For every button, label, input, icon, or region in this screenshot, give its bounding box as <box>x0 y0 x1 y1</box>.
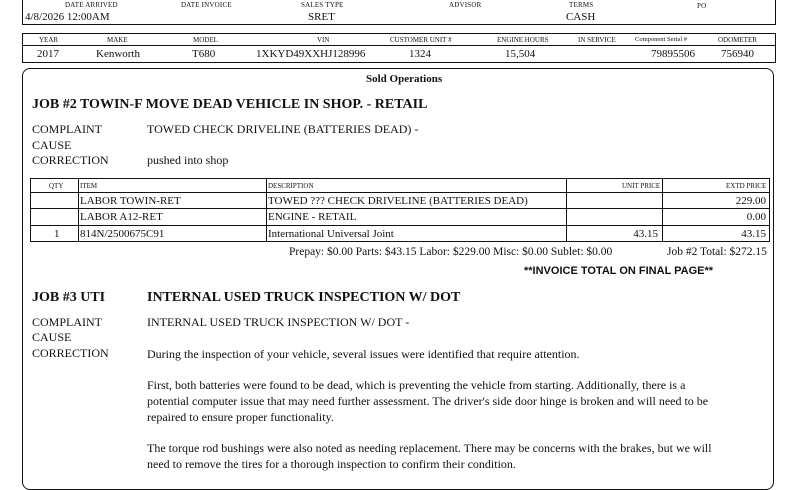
label-advisor: ADVISOR <box>449 1 482 9</box>
job3-paragraph-3: The torque rod bushings were also noted as needing replacement. There may be concerns with the brakes, but we will need to remove the tires for a thorough inspection to confirm their condition. <box>147 441 712 471</box>
job2-complaint: TOWED CHECK DRIVELINE (BATTERIES DEAD) - <box>147 122 419 136</box>
th-qty: QTY <box>49 182 64 190</box>
job3-complaint: INTERNAL USED TRUCK INSPECTION W/ DOT - <box>147 315 410 329</box>
th-description: DESCRIPTION <box>268 182 314 190</box>
col-vin: VIN <box>317 36 330 44</box>
col-component-serial: Component Serial # <box>635 36 687 43</box>
job2-correction-label: CORRECTION <box>32 153 109 167</box>
job3-correction-label: CORRECTION <box>32 346 109 360</box>
row2-desc: ENGINE - RETAIL <box>268 211 357 223</box>
val-engine-hours: 15,504 <box>505 48 536 60</box>
label-date-invoice: DATE INVOICE <box>181 1 232 9</box>
th-unit-price: UNIT PRICE <box>622 182 661 190</box>
label-sales-type: SALES TYPE <box>301 1 344 9</box>
table-row-divider-1 <box>30 208 769 209</box>
row1-extd: 229.00 <box>735 195 766 207</box>
job2-total: Job #2 Total: $272.15 <box>667 246 767 258</box>
row3-qty: 1 <box>54 228 60 240</box>
table-col-divider-item <box>266 178 267 241</box>
col-engine-hours: ENGINE HOURS <box>497 36 549 44</box>
th-item: ITEM <box>80 182 98 190</box>
table-col-divider-unit <box>662 178 663 241</box>
job3-paragraph-1: During the inspection of your vehicle, several issues were identified that require attention. <box>147 347 580 361</box>
val-year: 2017 <box>37 48 59 60</box>
row1-desc: TOWED ??? CHECK DRIVELINE (BATTERIES DEAD) <box>268 195 528 207</box>
value-sales-type: SRET <box>308 11 335 23</box>
row3-unit: 43.15 <box>633 228 658 240</box>
job2-title: JOB #2 TOWIN-F MOVE DEAD VEHICLE IN SHOP. - RETAIL <box>32 97 428 112</box>
table-row-divider-2 <box>30 225 769 226</box>
val-make: Kenworth <box>96 48 140 60</box>
vehicle-divider <box>22 45 775 46</box>
col-customer-unit: CUSTOMER UNIT # <box>390 36 452 44</box>
table-header-divider <box>30 192 769 193</box>
value-terms: CASH <box>566 11 596 23</box>
th-extd-price: EXTD PRICE <box>726 182 767 190</box>
row2-item: LABOR A12-RET <box>80 211 163 223</box>
job3-title-left: JOB #3 UTI <box>32 290 106 305</box>
row1-item: LABOR TOWIN-RET <box>80 195 181 207</box>
table-col-divider-desc <box>566 178 567 241</box>
row3-desc: International Universal Joint <box>268 228 394 240</box>
job3-title-right: INTERNAL USED TRUCK INSPECTION W/ DOT <box>147 290 461 305</box>
job2-correction: pushed into shop <box>147 153 229 167</box>
label-terms: TERMS <box>569 1 594 9</box>
label-po: PO <box>697 2 707 10</box>
val-vin: 1XKYD49XXHJ128996 <box>256 48 366 60</box>
val-model: T680 <box>192 48 216 60</box>
job2-complaint-label: COMPLAINT <box>32 122 103 136</box>
job2-totals: Prepay: $0.00 Parts: $43.15 Labor: $229.00 Misc: $0.00 Sublet: $0.00 <box>289 246 613 258</box>
section-title: Sold Operations <box>366 73 443 85</box>
val-customer-unit: 1324 <box>409 48 431 60</box>
col-odometer: ODOMETER <box>718 36 757 44</box>
table-col-divider-qty <box>78 178 79 241</box>
col-make: MAKE <box>107 36 128 44</box>
col-model: MODEL <box>193 36 218 44</box>
value-date-arrived: 4/8/2026 12:00AM <box>25 11 110 23</box>
col-year: YEAR <box>39 36 59 44</box>
val-component-serial: 79895506 <box>651 48 695 60</box>
header-box <box>22 0 776 25</box>
job3-cause-label: CAUSE <box>32 330 72 344</box>
job2-cause-label: CAUSE <box>32 138 72 152</box>
job3-complaint-label: COMPLAINT <box>32 315 103 329</box>
row3-item: 814N/2500675C91 <box>80 228 165 240</box>
invoice-total-note: **INVOICE TOTAL ON FINAL PAGE** <box>524 265 714 277</box>
label-date-arrived: DATE ARRIVED <box>65 1 118 9</box>
row2-extd: 0.00 <box>746 211 766 223</box>
job3-paragraph-2: First, both batteries were found to be dead, which is preventing the vehicle from starting. Additionally, there is a potential computer issue that may need further assessment. The driver's side door hinge is broken and will need to be repaired to ensure proper functionality. <box>147 378 709 424</box>
row3-extd: 43.15 <box>741 228 766 240</box>
val-odometer: 756940 <box>721 48 754 60</box>
col-in-service: IN SERVICE <box>578 36 616 44</box>
